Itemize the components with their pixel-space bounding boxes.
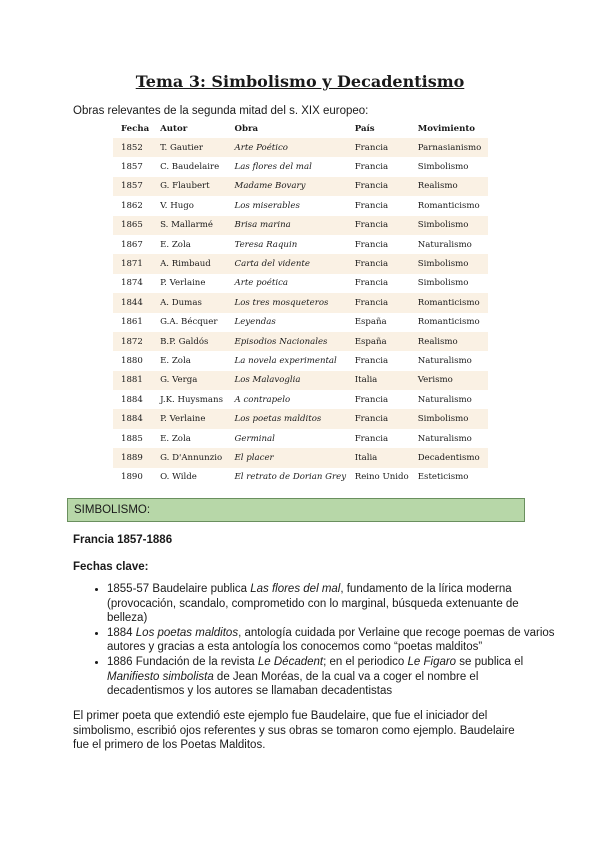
cell-fecha: 1890 xyxy=(113,468,152,487)
table-row xyxy=(113,235,488,254)
cell-fecha: 1871 xyxy=(113,254,152,273)
cell-fecha: 1874 xyxy=(113,274,152,293)
cell-obra: Los tres mosqueteros xyxy=(227,293,347,312)
cell-obra: Arte poética xyxy=(227,274,347,293)
cell-autor: V. Hugo xyxy=(152,196,226,215)
cell-autor: S. Mallarmé xyxy=(152,216,226,235)
table-row xyxy=(113,351,488,370)
page-title: Tema 3: Simbolismo y Decadentismo xyxy=(135,72,465,91)
table-row xyxy=(113,371,488,390)
cell-pais: Francia xyxy=(347,157,410,176)
cell-autor: A. Rimbaud xyxy=(152,254,226,273)
section-label: SIMBOLISMO: xyxy=(74,504,151,516)
cell-movimiento: Naturalismo xyxy=(410,235,488,254)
cell-autor: E. Zola xyxy=(152,235,226,254)
obras-table xyxy=(113,120,488,487)
table-row xyxy=(113,429,488,448)
table-body xyxy=(113,138,488,487)
cell-fecha: 1881 xyxy=(113,371,152,390)
cell-obra: A contrapelo xyxy=(227,390,347,409)
table-row xyxy=(113,254,488,273)
cell-fecha: 1889 xyxy=(113,448,152,467)
table-row xyxy=(113,332,488,351)
cell-fecha: 1884 xyxy=(113,390,152,409)
list-item: • 1855-57 Baudelaire publica Las flores del mal, fundamento de la lírica moderna (provocación, scandalo, comprometido con lo marginal, búsqueda extenuante de belleza) xyxy=(107,582,557,626)
cell-pais: Francia xyxy=(347,390,410,409)
cell-fecha: 1844 xyxy=(113,293,152,312)
cell-obra: Leyendas xyxy=(227,313,347,332)
cell-autor: O. Wilde xyxy=(152,468,226,487)
cell-autor: C. Baudelaire xyxy=(152,157,226,176)
cell-pais: Francia xyxy=(347,216,410,235)
list-item: • 1886 Fundación de la revista Le Décadent; en el periodico Le Figaro se publica el Manifiesto simbolista de Jean Moréas, de la cual va a coger el nombre el decadentismos y los autores se llamaban decadentistas xyxy=(107,655,557,699)
cell-fecha: 1885 xyxy=(113,429,152,448)
table-row xyxy=(113,468,488,487)
cell-autor: G. D'Annunzio xyxy=(152,448,226,467)
cell-obra: Teresa Raquin xyxy=(227,235,347,254)
cell-fecha: 1865 xyxy=(113,216,152,235)
table-row xyxy=(113,313,488,332)
cell-pais: Francia xyxy=(347,138,410,157)
table-row xyxy=(113,274,488,293)
cell-obra: La novela experimental xyxy=(227,351,347,370)
cell-pais: Francia xyxy=(347,409,410,428)
cell-pais: Italia xyxy=(347,448,410,467)
cell-autor: G. Verga xyxy=(152,371,226,390)
header-obra: Obra xyxy=(227,120,347,138)
cell-movimiento: Simbolismo xyxy=(410,409,488,428)
cell-movimiento: Realismo xyxy=(410,332,488,351)
cell-obra: Los miserables xyxy=(227,196,347,215)
header-pais: País xyxy=(347,120,410,138)
table-row xyxy=(113,390,488,409)
cell-movimiento: Esteticismo xyxy=(410,468,488,487)
cell-movimiento: Naturalismo xyxy=(410,429,488,448)
table-row xyxy=(113,196,488,215)
cell-obra: Arte Poético xyxy=(227,138,347,157)
cell-autor: G. Flaubert xyxy=(152,177,226,196)
cell-obra: Las flores del mal xyxy=(227,157,347,176)
cell-pais: Francia xyxy=(347,293,410,312)
intro-text: Obras relevantes de la segunda mitad del s. XIX europeo: xyxy=(73,105,369,117)
header-autor: Autor xyxy=(152,120,226,138)
cell-autor: E. Zola xyxy=(152,351,226,370)
table-header-row xyxy=(113,120,488,138)
cell-fecha: 1862 xyxy=(113,196,152,215)
cell-autor: E. Zola xyxy=(152,429,226,448)
cell-movimiento: Naturalismo xyxy=(410,390,488,409)
cell-fecha: 1861 xyxy=(113,313,152,332)
cell-movimiento: Simbolismo xyxy=(410,254,488,273)
cell-movimiento: Naturalismo xyxy=(410,351,488,370)
cell-autor: B.P. Galdós xyxy=(152,332,226,351)
cell-pais: Francia xyxy=(347,351,410,370)
cell-fecha: 1867 xyxy=(113,235,152,254)
cell-pais: España xyxy=(347,332,410,351)
cell-autor: P. Verlaine xyxy=(152,409,226,428)
cell-movimiento: Romanticismo xyxy=(410,196,488,215)
cell-pais: Francia xyxy=(347,274,410,293)
table-row xyxy=(113,448,488,467)
table-row xyxy=(113,293,488,312)
cell-fecha: 1857 xyxy=(113,157,152,176)
table-row xyxy=(113,216,488,235)
key-dates-list xyxy=(73,582,557,699)
cell-autor: A. Dumas xyxy=(152,293,226,312)
cell-obra: El retrato de Dorian Grey xyxy=(227,468,347,487)
header-fecha: Fecha xyxy=(113,120,152,138)
cell-movimiento: Simbolismo xyxy=(410,157,488,176)
table-row xyxy=(113,177,488,196)
cell-movimiento: Romanticismo xyxy=(410,293,488,312)
cell-obra: Germinal xyxy=(227,429,347,448)
fechas-clave-heading: Fechas clave: xyxy=(73,561,149,573)
cell-obra: Los Malavoglia xyxy=(227,371,347,390)
cell-obra: Brisa marina xyxy=(227,216,347,235)
cell-autor: P. Verlaine xyxy=(152,274,226,293)
section-banner xyxy=(67,498,525,522)
cell-movimiento: Simbolismo xyxy=(410,216,488,235)
header-movimiento: Movimiento xyxy=(410,120,488,138)
cell-pais: Francia xyxy=(347,196,410,215)
cell-movimiento: Parnasianismo xyxy=(410,138,488,157)
table-row xyxy=(113,409,488,428)
cell-movimiento: Verismo xyxy=(410,371,488,390)
cell-pais: Reino Unido xyxy=(347,468,410,487)
cell-obra: Carta del vidente xyxy=(227,254,347,273)
cell-movimiento: Romanticismo xyxy=(410,313,488,332)
table-row xyxy=(113,157,488,176)
cell-pais: Francia xyxy=(347,235,410,254)
list-item: • 1884 Los poetas malditos, antología cuidada por Verlaine que recoge poemas de varios autores y gracias a esta antología los conocemos como “poetas malditos” xyxy=(107,626,557,655)
cell-pais: España xyxy=(347,313,410,332)
cell-obra: El placer xyxy=(227,448,347,467)
cell-autor: J.K. Huysmans xyxy=(152,390,226,409)
cell-obra: Madame Bovary xyxy=(227,177,347,196)
cell-fecha: 1852 xyxy=(113,138,152,157)
cell-fecha: 1880 xyxy=(113,351,152,370)
table-row xyxy=(113,138,488,157)
cell-fecha: 1857 xyxy=(113,177,152,196)
cell-autor: T. Gautier xyxy=(152,138,226,157)
cell-autor: G.A. Bécquer xyxy=(152,313,226,332)
cell-movimiento: Realismo xyxy=(410,177,488,196)
cell-pais: Francia xyxy=(347,429,410,448)
cell-movimiento: Decadentismo xyxy=(410,448,488,467)
cell-pais: Italia xyxy=(347,371,410,390)
francia-heading: Francia 1857-1886 xyxy=(73,534,173,546)
cell-obra: Los poetas malditos xyxy=(227,409,347,428)
cell-movimiento: Simbolismo xyxy=(410,274,488,293)
cell-pais: Francia xyxy=(347,177,410,196)
cell-obra: Episodios Nacionales xyxy=(227,332,347,351)
cell-fecha: 1872 xyxy=(113,332,152,351)
closing-paragraph: El primer poeta que extendió este ejemplo fue Baudelaire, que fue el iniciador del simbolismo, escribió ojos referentes y sus obras se tomaron como ejemplo. Baudelaire fue el primero de los Poetas Malditos. xyxy=(73,710,515,752)
cell-pais: Francia xyxy=(347,254,410,273)
cell-fecha: 1884 xyxy=(113,409,152,428)
